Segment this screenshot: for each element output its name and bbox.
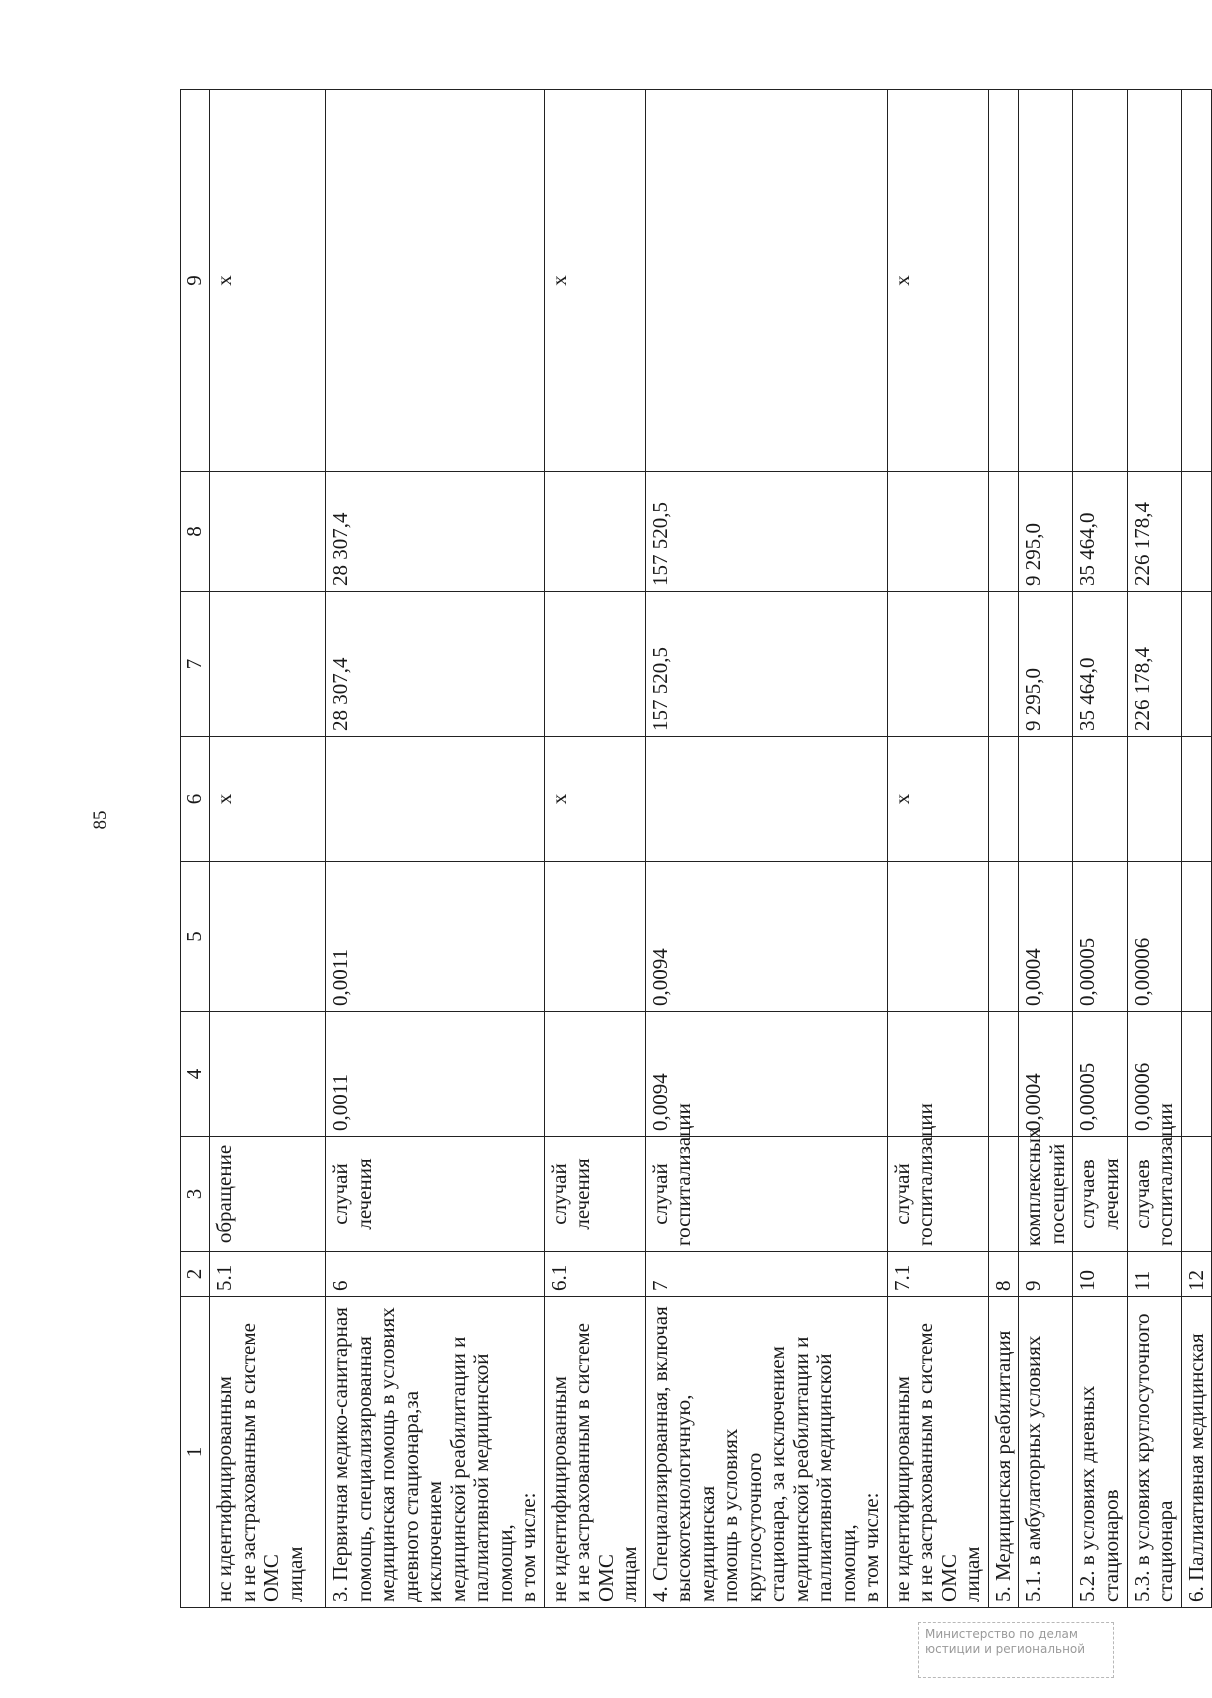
cell-line: стационара, за исключением bbox=[765, 1346, 790, 1602]
cell-line: и не застрахованным в системе ОМС bbox=[913, 1323, 961, 1602]
cell-line: случаев bbox=[1129, 1159, 1154, 1229]
cell-line: 157 520,5 bbox=[647, 647, 672, 731]
cell-col-8 bbox=[1019, 472, 1073, 592]
stamp-line-1: Министерство по делам bbox=[925, 1627, 1078, 1641]
cell-col-3 bbox=[210, 1137, 326, 1252]
cell-col-8 bbox=[1181, 472, 1212, 592]
cell-col-4 bbox=[1019, 1012, 1073, 1137]
cell-line: 9 bbox=[1021, 1280, 1046, 1291]
cell-col-1 bbox=[1181, 1297, 1212, 1608]
cell-col-3 bbox=[887, 1103, 988, 1252]
header-col-1: 1 bbox=[181, 1297, 210, 1608]
cell-line: госпитализации bbox=[1153, 1103, 1178, 1246]
cell-line: случай bbox=[647, 1163, 672, 1225]
table-row bbox=[1019, 90, 1073, 1608]
cell-col-9 bbox=[887, 90, 988, 472]
header-col-6: 6 bbox=[181, 737, 210, 862]
cell-line: стационара bbox=[1153, 1500, 1178, 1602]
cell-col-5 bbox=[1181, 862, 1212, 1012]
cell-col-3 bbox=[1019, 1127, 1073, 1252]
cell-line: 157 520,5 bbox=[647, 502, 672, 586]
cell-col-1 bbox=[1127, 1297, 1181, 1608]
cell-col-9 bbox=[1019, 90, 1073, 472]
cell-line: х bbox=[889, 793, 914, 805]
cell-line: паллиативной медицинской помощи, bbox=[469, 1353, 517, 1602]
cell-line: 5.1 bbox=[212, 1264, 236, 1291]
cell-col-2 bbox=[645, 1252, 887, 1297]
cell-col-7 bbox=[1019, 592, 1073, 737]
table-body bbox=[210, 90, 1212, 1608]
table-header bbox=[181, 90, 210, 1608]
cell-line: не идентифицированным bbox=[889, 1376, 914, 1602]
cell-line: 226 178,4 bbox=[1129, 647, 1154, 731]
table-row bbox=[1073, 90, 1127, 1608]
cell-col-2 bbox=[1019, 1252, 1073, 1297]
cell-col-4 bbox=[326, 1012, 545, 1137]
cell-col-6 bbox=[326, 737, 545, 862]
cell-col-4 bbox=[887, 1012, 988, 1137]
cell-line: посещений bbox=[1044, 1143, 1069, 1245]
cell-line: медицинской реабилитации и bbox=[788, 1336, 813, 1602]
cell-line: и не застрахованным в системе ОМС bbox=[235, 1323, 284, 1602]
rotated-table-container bbox=[180, 90, 1208, 1608]
table-row bbox=[544, 90, 645, 1608]
cell-line: в том числе: bbox=[859, 1492, 884, 1602]
cell-col-2 bbox=[1181, 1252, 1212, 1297]
cell-line: 28 307,4 bbox=[328, 657, 352, 731]
cell-col-1 bbox=[645, 1297, 887, 1608]
cell-line: паллиативной медицинской помощи, bbox=[812, 1353, 860, 1602]
cell-col-9 bbox=[326, 90, 545, 472]
cell-col-1 bbox=[326, 1297, 545, 1608]
cell-col-2 bbox=[1073, 1252, 1127, 1297]
cell-line: 10 bbox=[1075, 1270, 1100, 1291]
header-col-9: 9 bbox=[181, 90, 210, 472]
cell-col-2 bbox=[210, 1252, 326, 1297]
cell-line: дневного стационара,за исключением bbox=[398, 1390, 447, 1602]
cell-col-5 bbox=[326, 862, 545, 1012]
cell-line: 4. Специализированная, включая bbox=[647, 1306, 672, 1602]
table-row bbox=[1127, 90, 1181, 1608]
cell-col-5 bbox=[887, 862, 988, 1012]
cell-col-3 bbox=[1127, 1103, 1181, 1252]
data-table bbox=[180, 89, 1212, 1608]
cell-line: 0,0094 bbox=[647, 1073, 672, 1131]
cell-line: х bbox=[546, 275, 571, 286]
cell-line: 6.1 bbox=[546, 1264, 571, 1291]
cell-col-8 bbox=[887, 472, 988, 592]
cell-line: 35 464,0 bbox=[1075, 657, 1100, 731]
cell-col-5 bbox=[645, 862, 887, 1012]
table-row bbox=[988, 90, 1019, 1608]
cell-col-6 bbox=[988, 737, 1019, 862]
cell-line: высокотехнологичную, медицинская bbox=[671, 1394, 719, 1602]
cell-line: госпитализации bbox=[671, 1103, 696, 1246]
cell-col-9 bbox=[1181, 90, 1212, 472]
cell-line: 35 464,0 bbox=[1075, 512, 1100, 586]
cell-line: 0,0004 bbox=[1021, 1073, 1046, 1131]
cell-col-8 bbox=[988, 472, 1019, 592]
cell-line: 5.3. в условиях круглосуточного bbox=[1129, 1313, 1154, 1602]
cell-line: лицам bbox=[960, 1546, 985, 1602]
cell-line: нс идентифицированным bbox=[212, 1376, 236, 1602]
cell-col-6 bbox=[1181, 737, 1212, 862]
cell-line: 7.1 bbox=[889, 1264, 914, 1291]
cell-col-8 bbox=[1073, 472, 1127, 592]
cell-col-6 bbox=[887, 737, 988, 862]
cell-col-9 bbox=[544, 90, 645, 472]
cell-col-4 bbox=[210, 1012, 326, 1137]
cell-line: комплексных bbox=[1021, 1127, 1046, 1246]
cell-line: 28 307,4 bbox=[328, 512, 352, 586]
cell-col-5 bbox=[544, 862, 645, 1012]
cell-col-3 bbox=[988, 1137, 1019, 1252]
cell-col-2 bbox=[326, 1252, 545, 1297]
cell-col-8 bbox=[1127, 472, 1181, 592]
cell-line: обращение bbox=[212, 1144, 236, 1244]
cell-line: и не застрахованным в системе ОМС bbox=[570, 1323, 618, 1602]
cell-col-5 bbox=[210, 862, 326, 1012]
cell-col-7 bbox=[1181, 592, 1212, 737]
cell-line: 0,00006 bbox=[1129, 1062, 1154, 1131]
cell-line: 5.2. в условиях дневных стационаров bbox=[1075, 1385, 1123, 1602]
cell-col-7 bbox=[326, 592, 545, 737]
cell-line: 5. Медицинская реабилитация bbox=[990, 1330, 1015, 1602]
cell-col-4 bbox=[988, 1012, 1019, 1137]
table-wrapper bbox=[180, 90, 1208, 1608]
cell-col-7 bbox=[544, 592, 645, 737]
cell-line: 9 295,0 bbox=[1021, 523, 1046, 586]
cell-col-7 bbox=[1073, 592, 1127, 737]
cell-line: 0,00005 bbox=[1075, 1062, 1100, 1131]
table-row bbox=[1181, 90, 1212, 1608]
cell-line: 8 bbox=[990, 1280, 1015, 1291]
cell-col-5 bbox=[1019, 862, 1073, 1012]
cell-line: х bbox=[889, 275, 914, 286]
cell-col-3 bbox=[1073, 1137, 1127, 1252]
cell-col-2 bbox=[988, 1252, 1019, 1297]
cell-line: помощь в условиях круглосуточного bbox=[718, 1428, 766, 1602]
header-col-7: 7 bbox=[181, 592, 210, 737]
table-row bbox=[887, 90, 988, 1608]
table-row bbox=[645, 90, 887, 1608]
cell-col-8 bbox=[326, 472, 545, 592]
cell-line: 12 bbox=[1183, 1270, 1208, 1291]
header-row bbox=[181, 90, 210, 1608]
registration-stamp bbox=[918, 1622, 1114, 1678]
cell-line: лицам bbox=[617, 1546, 642, 1602]
cell-line: 226 178,4 bbox=[1129, 502, 1154, 586]
cell-line: 0,00005 bbox=[1075, 937, 1100, 1006]
cell-line: медицинская помощь в условиях bbox=[375, 1307, 400, 1602]
cell-col-6 bbox=[544, 737, 645, 862]
cell-line: 0,0094 bbox=[647, 948, 672, 1006]
cell-col-1 bbox=[887, 1297, 988, 1608]
header-col-2: 2 bbox=[181, 1252, 210, 1297]
cell-line: 6 bbox=[328, 1280, 352, 1291]
cell-line: 0,0011 bbox=[328, 949, 352, 1006]
cell-col-8 bbox=[645, 472, 887, 592]
cell-line: госпитализации bbox=[913, 1103, 938, 1246]
cell-col-2 bbox=[887, 1252, 988, 1297]
cell-col-2 bbox=[1127, 1252, 1181, 1297]
cell-line: случаев лечения bbox=[1075, 1158, 1123, 1230]
cell-col-6 bbox=[1127, 737, 1181, 862]
cell-line: 5.1. в амбулаторных условиях bbox=[1021, 1335, 1046, 1602]
cell-line: в том числе: bbox=[516, 1492, 541, 1602]
cell-col-8 bbox=[210, 472, 326, 592]
cell-col-4 bbox=[1073, 1012, 1127, 1137]
cell-col-6 bbox=[210, 737, 326, 862]
header-col-5: 5 bbox=[181, 862, 210, 1012]
header-col-3: 3 bbox=[181, 1137, 210, 1252]
cell-col-1 bbox=[988, 1297, 1019, 1608]
cell-line: случай лечения bbox=[546, 1158, 595, 1230]
cell-col-2 bbox=[544, 1252, 645, 1297]
header-col-4: 4 bbox=[181, 1012, 210, 1137]
cell-line: не идентифицированным bbox=[546, 1376, 571, 1602]
cell-col-1 bbox=[210, 1297, 326, 1608]
cell-col-9 bbox=[988, 90, 1019, 472]
cell-col-4 bbox=[1181, 1012, 1212, 1137]
cell-line: 7 bbox=[647, 1280, 672, 1291]
cell-col-3 bbox=[544, 1137, 645, 1252]
cell-col-7 bbox=[210, 592, 326, 737]
cell-col-9 bbox=[1127, 90, 1181, 472]
cell-col-5 bbox=[1127, 862, 1181, 1012]
cell-line: х bbox=[212, 275, 236, 286]
cell-line: помощь, специализированная bbox=[351, 1336, 376, 1602]
table-row bbox=[210, 90, 326, 1608]
cell-col-6 bbox=[1073, 737, 1127, 862]
cell-col-9 bbox=[1073, 90, 1127, 472]
cell-col-9 bbox=[210, 90, 326, 472]
cell-col-3 bbox=[326, 1137, 545, 1252]
cell-line: 0,00006 bbox=[1129, 937, 1154, 1006]
cell-col-3 bbox=[645, 1103, 887, 1252]
cell-line: 6. Паллиативная медицинская bbox=[1183, 1333, 1208, 1602]
cell-line: 0,0004 bbox=[1021, 948, 1046, 1006]
cell-line: лицам bbox=[282, 1546, 307, 1602]
cell-line: медицинской реабилитации и bbox=[445, 1336, 470, 1602]
stamp-line-2: юстиции и региональной bbox=[925, 1642, 1086, 1656]
cell-col-3 bbox=[1181, 1137, 1212, 1252]
cell-col-5 bbox=[1073, 862, 1127, 1012]
page-number: 85 bbox=[90, 810, 111, 830]
table-row bbox=[326, 90, 545, 1608]
cell-line: случай bbox=[889, 1163, 914, 1225]
cell-col-4 bbox=[544, 1012, 645, 1137]
header-col-8: 8 bbox=[181, 472, 210, 592]
cell-col-7 bbox=[645, 592, 887, 737]
cell-col-5 bbox=[988, 862, 1019, 1012]
cell-col-6 bbox=[1019, 737, 1073, 862]
cell-col-6 bbox=[645, 737, 887, 862]
cell-col-7 bbox=[887, 592, 988, 737]
cell-line: 3. Первичная медико-санитарная bbox=[328, 1307, 352, 1602]
cell-col-1 bbox=[544, 1297, 645, 1608]
cell-col-8 bbox=[544, 472, 645, 592]
cell-line: 11 bbox=[1129, 1270, 1154, 1291]
cell-line: 0,0011 bbox=[328, 1074, 352, 1131]
cell-col-1 bbox=[1019, 1297, 1073, 1608]
cell-col-9 bbox=[645, 90, 887, 472]
cell-line: х bbox=[212, 793, 236, 805]
cell-line: 9 295,0 bbox=[1021, 668, 1046, 731]
cell-line: х bbox=[546, 793, 571, 805]
cell-col-7 bbox=[1127, 592, 1181, 737]
cell-line: случай лечения bbox=[328, 1158, 376, 1230]
cell-col-7 bbox=[988, 592, 1019, 737]
cell-col-1 bbox=[1073, 1297, 1127, 1608]
